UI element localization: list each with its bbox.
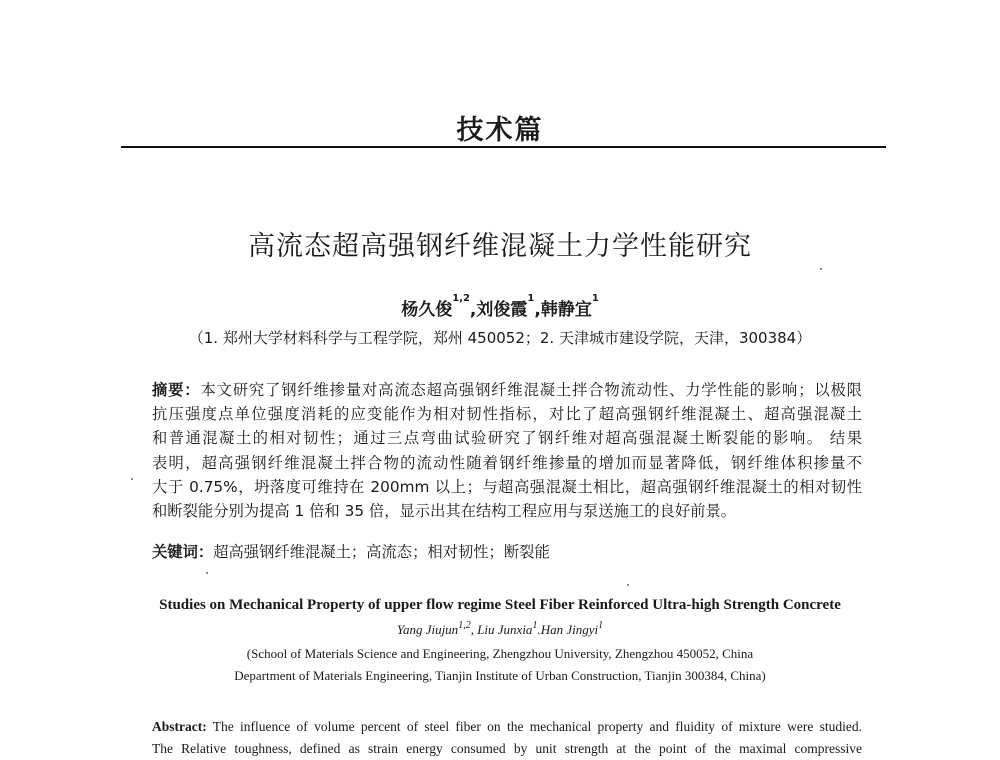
abstract-line: 大于 0.75%，坍落度可维持在 200mm 以上；与超高强混凝土相比，超高强钢纤维混凝土的相对韧性 xyxy=(152,477,862,496)
author-affiliation-mark: 1,2 xyxy=(458,620,471,631)
author-name: Liu Junxia xyxy=(477,622,533,637)
abstract-line xyxy=(152,378,862,402)
scan-speck xyxy=(627,584,629,586)
abstract-label: 摘要： xyxy=(152,381,201,399)
abstract-line: 表明，超高强钢纤维混凝土拌合物的流动性随着钢纤维掺量的增加而显著降低，钢纤维体积掺量不 xyxy=(152,453,862,472)
abstract-label: Abstract: xyxy=(152,719,207,734)
scan-speck xyxy=(131,478,133,480)
chinese-authors xyxy=(0,295,1000,320)
english-affiliation-2: Department of Materials Engineering, Tianjin Institute of Urban Construction, Tianjin 300384, China) xyxy=(234,668,766,683)
scan-speck xyxy=(820,268,822,270)
english-title: Studies on Mechanical Property of upper flow regime Steel Fiber Reinforced Ultra-high Strength Concrete xyxy=(159,597,841,613)
author-affiliation-mark: 1 xyxy=(527,293,535,304)
chinese-title: 高流态超高强钢纤维混凝土力学性能研究 xyxy=(248,231,752,262)
author-separator: . xyxy=(537,622,541,637)
author-separator: , xyxy=(470,622,478,637)
abstract-line: 和断裂能分别为提高 1 倍和 35 倍，显示出其在结构工程应用与泵送施工的良好前景。 xyxy=(152,502,737,521)
section-header: 技术篇 xyxy=(456,115,544,146)
author-affiliation-mark: 1 xyxy=(591,293,599,304)
keywords-text: 超高强钢纤维混凝土；高流态；相对韧性；断裂能 xyxy=(213,543,550,561)
abstract-text: The influence of volume percent of steel fiber on the mechanical property and fluidity of mixture were studied. xyxy=(212,719,862,734)
author-affiliation-mark: 1 xyxy=(532,620,538,631)
author-affiliation-mark: 1 xyxy=(598,620,604,631)
author-affiliation-mark: 1,2 xyxy=(452,293,470,304)
english-authors xyxy=(0,622,1000,638)
abstract-line: The Relative toughness, defined as strain energy consumed by unit strength at the point of the maximal compressive xyxy=(152,741,862,756)
author-separator: , xyxy=(534,300,541,320)
english-affiliation-1: (School of Materials Science and Engineering, Zhengzhou University, Zhengzhou 450052, China xyxy=(246,646,754,661)
chinese-abstract xyxy=(152,378,862,523)
abstract-line xyxy=(152,716,862,738)
header-rule xyxy=(121,146,886,148)
author-name: 刘俊霞 xyxy=(476,300,528,320)
abstract-text: 本文研究了钢纤维掺量对高流态超高强钢纤维混凝土拌合物流动性、力学性能的影响；以极限 xyxy=(200,381,862,399)
english-abstract xyxy=(152,716,862,760)
chinese-affiliation: （1. 郑州大学材料科学与工程学院，郑州 450052；2. 天津城市建设学院，天津，300384） xyxy=(188,329,812,347)
author-separator: , xyxy=(469,300,477,320)
keywords-label: 关键词： xyxy=(152,543,214,561)
abstract-line: 抗压强度点单位强度消耗的应变能作为相对韧性指标，对比了超高强钢纤维混凝土、超高强混凝土 xyxy=(152,405,862,424)
author-name: 韩静宜 xyxy=(540,300,592,320)
scan-speck xyxy=(206,572,208,574)
author-name: Han Jingyi xyxy=(540,622,599,637)
author-name: 杨久俊 xyxy=(401,300,453,320)
chinese-keywords xyxy=(152,540,862,562)
abstract-line: 和普通混凝土的相对韧性；通过三点弯曲试验研究了钢纤维对超高强混凝土断裂能的影响。 结果 xyxy=(152,429,862,448)
author-name: Yang Jiujun xyxy=(396,622,459,637)
